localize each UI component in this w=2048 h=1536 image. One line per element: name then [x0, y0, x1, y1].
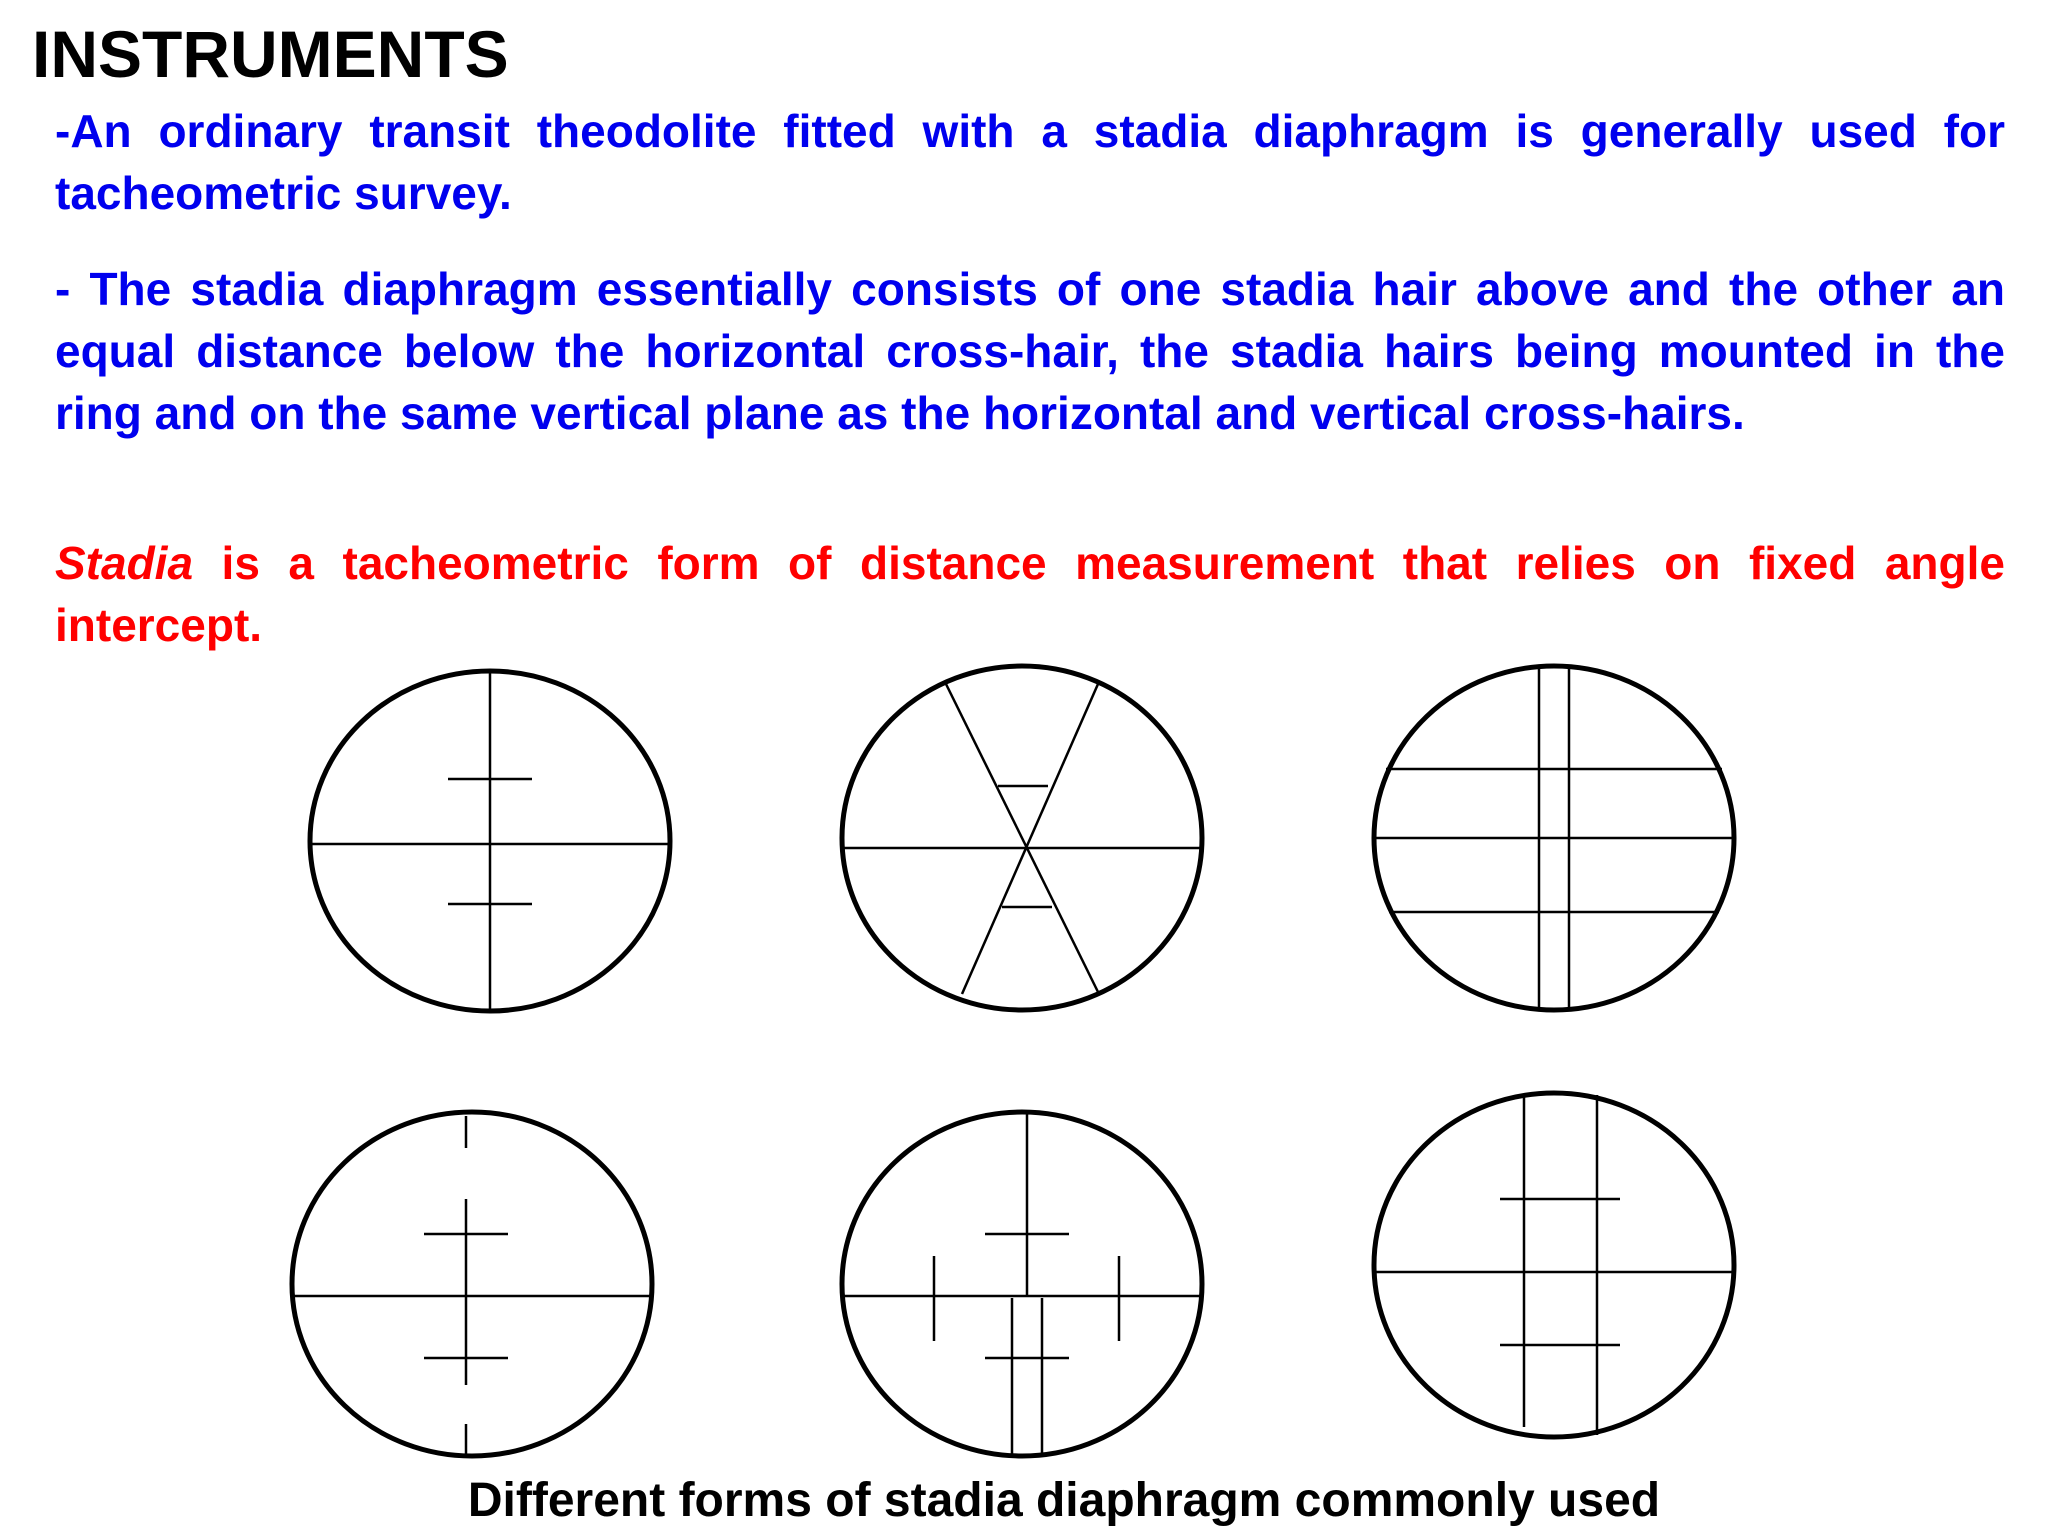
stadia-definition-text: is a tacheometric form of distance measurement that relies on fixed angle intercept. — [55, 537, 2005, 651]
paragraph-theodolite: -An ordinary transit theodolite fitted with a stadia diaphragm is generally used for tacheometric survey. — [55, 105, 2005, 219]
slide-title: INSTRUMENTS — [32, 17, 509, 91]
diaphragm-diagram-2 — [842, 666, 1202, 1010]
diaphragm-diagram-1 — [310, 671, 670, 1011]
diagram-caption — [0, 1470, 2048, 1532]
stadia-term: Stadia — [55, 537, 194, 589]
diaphragm-diagram-4 — [292, 1112, 652, 1456]
diaphragm-diagram-3 — [1374, 666, 1734, 1010]
diaphragm-diagram-5 — [842, 1112, 1202, 1456]
paragraph-stadia-diaphragm: - The stadia diaphragm essentially consists of one stadia hair above and the other an equal distance below the horizontal cross-hair, the stadia hairs being mounted in the ring and on the same vertical plane as the horizontal and vertical cross-hairs. — [55, 263, 2005, 439]
paragraph-stadia-definition — [55, 532, 2005, 656]
diagram-caption-text: Different forms of stadia diaphragm commonly used — [467, 1474, 1661, 1527]
diaphragm-diagram-6 — [1374, 1093, 1734, 1437]
